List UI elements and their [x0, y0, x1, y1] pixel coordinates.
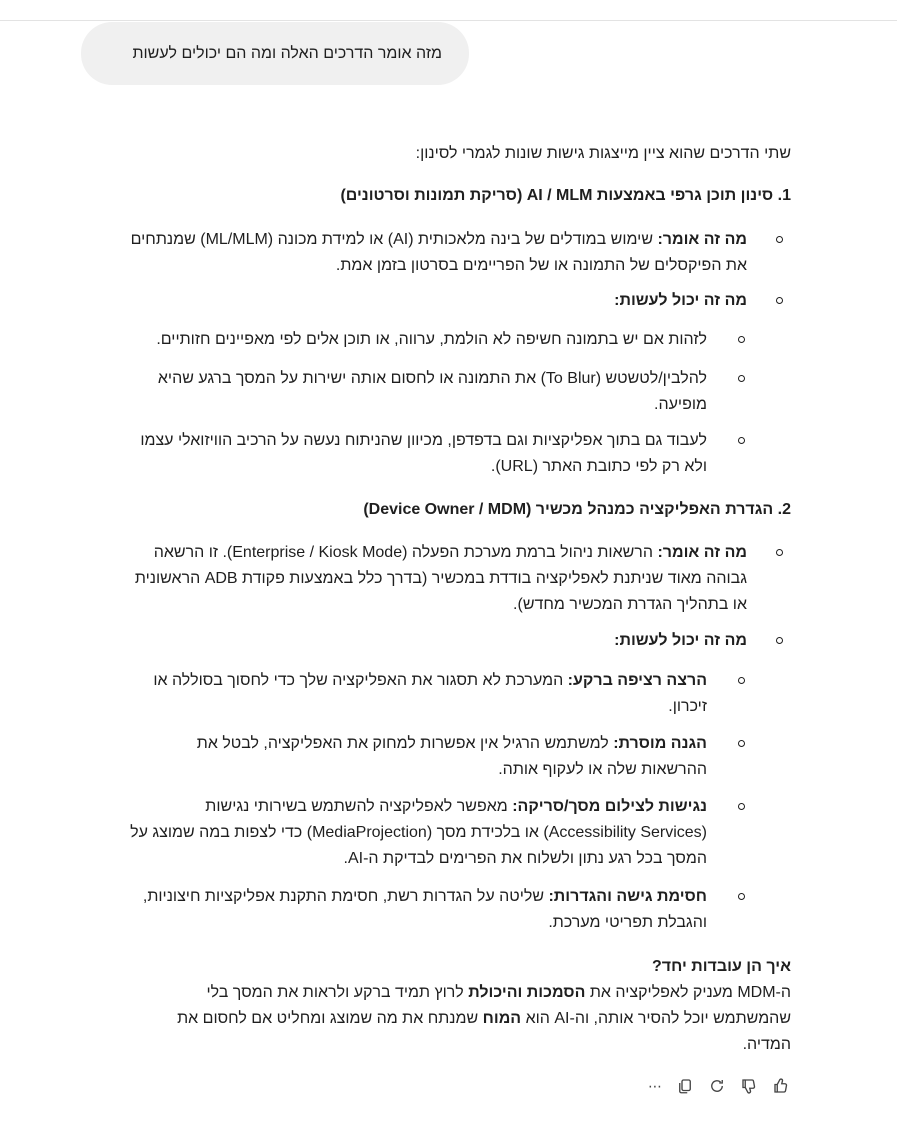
section2-item1-line1: הרצה רציפה ברקע: המערכת לא תסגור את האפליקציה שלך כדי לחסוך בסוללה או	[153, 672, 707, 689]
section2-heading: 2. הגדרת האפליקציה כמנהל מכשיר (Device Owner / MDM)	[363, 501, 791, 518]
section2-item3-line1: נגישות לצילום מסך/סריקה: מאפשר לאפליקציה להשתמש בשירותי נגישות	[205, 798, 707, 815]
section2-item4-line1: חסימת גישה והגדרות: שליטה על הגדרות רשת, חסימת התקנת אפליקציות חיצוניות,	[142, 888, 707, 905]
section2-item3-line3: המסך בכל רגע נתון ולשלוח את הפרימים לבדיקת ה-AI.	[343, 850, 707, 867]
section2-item4-line2: והגבלת תפריטי מערכת.	[548, 914, 707, 931]
copy-icon	[676, 1077, 694, 1095]
user-message-text: מזה אומר הדרכים האלה ומה הם יכולים לעשות	[132, 44, 442, 62]
response-actions	[642, 1072, 792, 1102]
section2-what-line3: או בתהליך הגדרת המכשיר מחדש).	[513, 596, 747, 613]
section1-item1: לזהות אם יש בתמונה חשיפה לא הולמת, ערווה, או תוכן אלים לפי מאפיינים חזותיים.	[156, 331, 707, 348]
section1-heading: 1. סינון תוכן גרפי באמצעות AI / MLM (סריקת תמונות וסרטונים)	[340, 187, 791, 204]
user-message-bubble	[81, 22, 469, 85]
section1-can-label: מה זה יכול לעשות:	[614, 292, 747, 309]
bullet	[738, 893, 745, 900]
thumbs-down-button[interactable]	[736, 1072, 762, 1100]
together-heading: איך הן עובדות יחד?	[652, 958, 791, 975]
section1-what-line1: מה זה אומר: שימוש במודלים של בינה מלאכותית (AI) או למידת מכונה (ML/MLM) שמנתחים	[130, 231, 747, 248]
section2-what-line2: גבוהה מאוד שניתנת לאפליקציה בודדת במכשיר (בדרך כלל באמצעות פקודת ADB הראשונית	[134, 570, 747, 587]
bullet	[776, 637, 783, 644]
bullet	[738, 740, 745, 747]
section2-item1-line2: זיכרון.	[668, 698, 707, 715]
section2-can-label: מה זה יכול לעשות:	[614, 632, 747, 649]
together-line1: ה-MDM מעניק לאפליקציה את הסמכות והיכולת לרוץ תמיד ברקע ולראות את המסך בלי	[206, 984, 791, 1001]
more-options-button[interactable]	[642, 1072, 668, 1100]
regenerate-icon	[708, 1077, 726, 1095]
thumbs-up-button[interactable]	[768, 1072, 794, 1100]
bullet	[776, 236, 783, 243]
together-line2: שהמשתמש יוכל להסיר אותה, וה-AI הוא המוח שמנתח את מה שמוצג ומחליט אם לחסום את	[177, 1010, 791, 1027]
bullet	[738, 803, 745, 810]
bullet	[738, 336, 745, 343]
section1-what-line2: את הפיקסלים של התמונה או של הפריימים בסרטון בזמן אמת.	[335, 257, 747, 274]
bullet	[776, 297, 783, 304]
section2-what-line1: מה זה אומר: הרשאות ניהול ברמת מערכת הפעלה (Enterprise / Kiosk Mode). זו הרשאה	[153, 544, 747, 561]
bullet	[738, 375, 745, 382]
thumbs-down-icon	[740, 1077, 758, 1095]
section1-item2-line1: להלבין/לטשטש (To Blur) את התמונה או לחסום אותה ישירות על המסך ברגע שהיא	[157, 370, 707, 387]
section2-item2-line2: ההרשאות שלה או לעקוף אותה.	[498, 761, 707, 778]
top-divider	[0, 20, 897, 21]
together-line3: המדיה.	[742, 1036, 791, 1053]
copy-button[interactable]	[672, 1072, 698, 1100]
more-icon: ⋯	[648, 1077, 662, 1094]
section1-item2-line2: מופיעה.	[654, 396, 707, 413]
section2-item3-line2: (Accessibility Services) או בלכידת מסך (MediaProjection) כדי לצפות במה שמוצג על	[130, 824, 707, 841]
thumbs-up-icon	[772, 1077, 790, 1095]
section1-item3-line1: לעבוד גם בתוך אפליקציות וגם בדפדפן, מכיוון שהניתוח נעשה על הרכיב הוויזואלי עצמו	[140, 432, 707, 449]
response-intro: שתי הדרכים שהוא ציין מייצגות גישות שונות לגמרי לסינון:	[415, 145, 791, 162]
bullet	[776, 549, 783, 556]
bullet	[738, 677, 745, 684]
regenerate-button[interactable]	[704, 1072, 730, 1100]
bullet	[738, 437, 745, 444]
section2-item2-line1: הגנה מוסרת: למשתמש הרגיל אין אפשרות למחוק את האפליקציה, לבטל את	[196, 735, 707, 752]
section1-item3-line2: ולא רק לפי כתובת האתר (URL).	[490, 458, 707, 475]
